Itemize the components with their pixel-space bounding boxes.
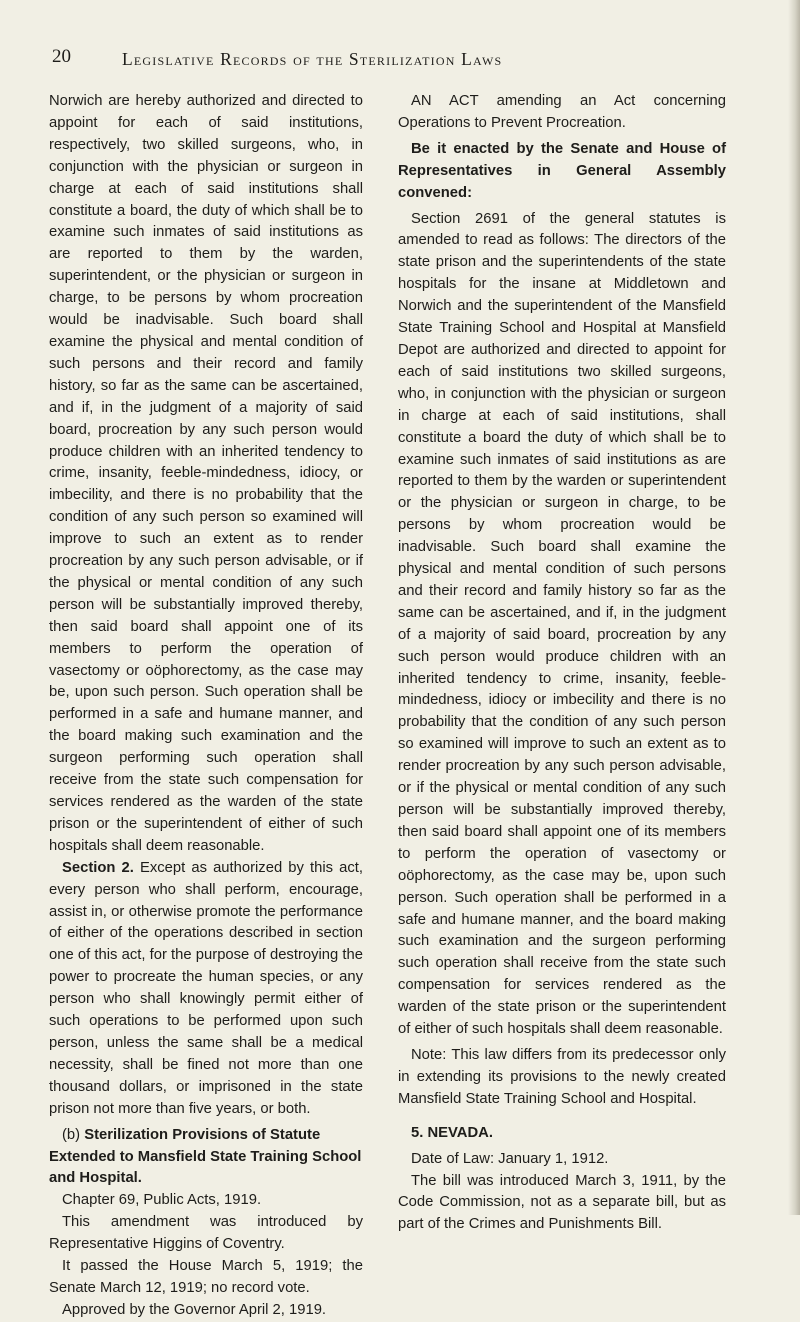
section-2-label: Section 2. [62,859,134,876]
continued-paragraph: Norwich are hereby authorized and directed to appoint for each of said institutions, respectively, two skilled surgeons, who, in conjunction with the physician or surgeon in charge at each of said institutions shall constitute a board, the duty of which shall be to examine such inmates of said institutions as are reported to them by the warden, superintendent, or the physician or surgeon in charge, to be persons by whom procreation would be inadvisable. Such board shall examine the physical and mental condition of such persons and their record and family history, so far as the same can be ascertained, and if, in the judgment of a majority of said board, procreation by any such person would produce children with an inherited tendency to crime, insanity, feeble-mindedness, idiocy, or imbecility, and there is no probability that the condition of any such person so examined will improve to such an extent as to render procreation by any such person advisable, or if the physical or mental condition of any such person will be substantially improved thereby, then said board shall appoint one of its members to perform the operation of vasectomy or oöphorectomy, as the case may be, upon such person. Such operation shall be performed in a safe and humane manner, and the board making such examination and the surgeon performing such operation shall receive from the state such compensation for services rendered as the warden of the state prison or the superintendent of either of such hospitals shall deem reasonable. [49,93,363,854]
bill-introduction: The bill was introduced March 3, 1911, by the Code Commission, not as a separate bill, but as part of the Crimes and Punishments Bill. [398,1172,726,1233]
date-of-law: Date of Law: January 1, 1912. [411,1150,609,1167]
passage-note: It passed the House March 5, 1919; the Senate March 12, 1919; no record vote. [49,1258,363,1296]
right-column [398,91,726,1236]
running-head: Legislative Records of the Sterilization Laws [122,49,503,69]
page-number: 20 [52,46,71,67]
section-2-text: Except as authorized by this act, every person who shall perform, encourage, assist in, or otherwise promote the performance of either of the operations described in section one of this act, for the purpose of destroying the power to procreate the human species, or any person who shall knowingly permit either of such operations to be performed upon such person, unless the same shall be a medical necessity, shall be fined not more than one thousand dollars, or imprisoned in the state prison not more than five years, or both. [49,859,363,1117]
subsection-b-heading [49,1125,363,1191]
chapter-citation: Chapter 69, Public Acts, 1919. [62,1192,262,1209]
section-2691-text: Section 2691 of the general statutes is amended to read as follows: The directors of the state prison and the superintendents of the state hospitals for the insane at Middletown and Norwich and the superintendent of the Mansfield State Training School and Hospital at Mansfield Depot are authorized and directed to appoint for each of said institutions two skilled surgeons, who, in conjunction with the physician or surgeon in charge at each of said institutions, shall constitute a board the duty of which shall be to examine such inmates of said institutions as are reported to them by the warden or superintendent or the physician or surgeon in charge, to be persons by whom procreation would be inadvisable. Such board shall examine the physical and mental condition of such persons and their record and family history so far as the same can be ascertained, and if, in the judgment of a majority of said board, procreation by any such person would produce children with an inherited tendency to crime, insanity, feeble-mindedness, idiocy or imbecility and there is no probability that the condition of any such person so examined will improve to such an extent as to render procreation by any such person advisable, or if the physical or mental condition of any such person will be substantially improved thereby, then said board shall appoint one of its members to perform the operation of vasectomy or oöphorectomy, as the case may be, upon such person. Such operation shall be performed in a safe and humane manner, and the board making such examination and the surgeon performing such operation shall receive from the state such compensation for services rendered as the warden of the state prison or the superintendent of either of such hospitals shall deem reasonable. [398,210,726,1038]
section-2-paragraph [49,858,363,1121]
subsection-b-marker: (b) [62,1126,81,1143]
subsection-b-title: Sterilization Provisions of Statute Extended to Mansfield State Training School and Hospital. [49,1126,362,1187]
enacting-clause: Be it enacted by the Senate and House of Representatives in General Assembly convened: [398,140,726,201]
left-column [49,91,363,1322]
approval-note: Approved by the Governor April 2, 1919. [62,1301,327,1318]
act-title: AN ACT amending an Act concerning Operations to Prevent Procreation. [398,93,726,131]
note-paragraph: Note: This law differs from its predecessor only in extending its provisions to the newly created Mansfield State Training School and Hospital. [398,1046,726,1107]
introduction-note: This amendment was introduced by Representative Higgins of Coventry. [49,1214,363,1253]
page-edge [788,0,800,1215]
nevada-heading: 5. NEVADA. [411,1124,493,1141]
